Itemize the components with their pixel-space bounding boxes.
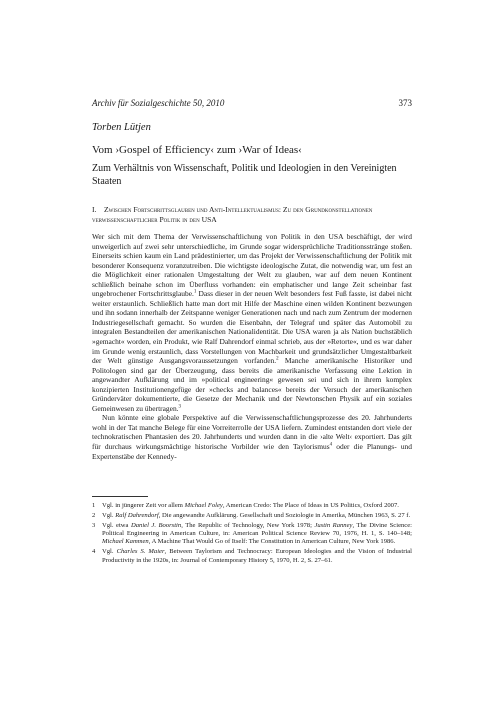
paragraph [92, 232, 412, 413]
paragraph [92, 413, 412, 461]
cited-author: Daniel J. Boorstin [130, 521, 182, 529]
paragraph-text: Dass dieser in der neuen Welt besonders fest Fuß fasste, ist dabei nicht weiter erstaunlich. Schließlich hatte man dort mit Hilfe der Maschine einen wilden Kontinent bezwungen und ihn sodann innerhalb der Zeitspanne weniger Generationen nach und nach zum Zentrum der modernen Industriegesellschaft gemacht. So wurden die Eisenbahn, der Telegraf und später das Automobil zu integralen Bestandteilen der amerikanischen Nationalidentität. Die USA waren ja als Nation buchstäblich »gemacht« worden, ein Produkt, wie Ralf Dahrendorf einmal schrieb, aus der »Retorte«, und es war daher im Grunde wenig erstaunlich, dass Vorstellungen von Machbarkeit und grundsätzlicher Umgestaltbarkeit der Welt günstige Ausgangsvoraussetzungen vorfanden. [92, 289, 412, 366]
running-head: Archiv für Sozialgeschichte 50, 2010 [92, 98, 225, 108]
footnote-ref[interactable]: 1 [193, 289, 197, 295]
footnote-ref[interactable]: 3 [178, 404, 182, 410]
section-number: I. [92, 205, 97, 214]
footnote-text: Vgl. in jüngerer Zeit vor allem Michael Foley, American Credo: The Place of Ideas in US Politics, Oxford 2007. [102, 502, 399, 509]
article-author: Torben Lütjen [92, 122, 151, 133]
footnote [92, 502, 412, 510]
page-number: 373 [398, 98, 412, 108]
footnote-number: 4 [92, 548, 96, 556]
footnote-number: 2 [92, 511, 96, 519]
paragraph-text: Manche amerikanische Historiker und Politologen sind gar der Überzeugung, dass bereits die amerikanische Verfassung eine Lektion in angewandter Aufklärung und im »political engineering« gewesen sei und sich in ihrem komplex konzipierten Institutionengefüge der »checks and balances« bereits der Versuch der amerikanischen Gründerväter dokumentierte, die Gesetze der Mechanik und der Newtonschen Physik auf ein soziales Gemeinwesen zu übertragen. [92, 356, 412, 413]
footnote-ref[interactable]: 4 [329, 442, 333, 448]
paragraph-text: Wer sich mit dem Thema der Verwissenschaftlichung von Politik in den USA beschäftigt, der wird unweigerlich auf zwei sehr unterschiedliche, im Grunde sogar widersprüchliche Traditionsstränge stoßen. Einerseits schien kaum ein Land prädestinierter, um das Projekt der Verwissenschaftlichung der Politik mit besonderer Konsequenz voranzutreiben. Die wichtigste ideologische Zutat, die notwendig war, um fest an die Möglichkeit einer rationalen Umgestaltung der Welt zu glauben, war auf dem neuen Kontinent schließlich beinahe schon im Überfluss vorhanden: ein emphatischer und lange Zeit scheinbar fast ungebrochener Fortschrittsglaube. [92, 232, 412, 299]
footnote [92, 548, 412, 565]
paragraph-text: Nun könnte eine globale Perspektive auf die Verwissenschaftlichungsprozesse des 20. Jahrhunderts wohl in der Tat manche Belege für eine Vorreiterrolle der USA liefern. Zumindest entstanden dort viele der technokratischen Phantasien des 20. Jahrhunderts und wurden dann in die ›alte Welt‹ exportiert. Das gilt für durchaus wirkungsmächtige historische Vorbilder wie den Taylorismus [92, 413, 412, 452]
paragraph-text: oder die Planungs- und Expertenstäbe der Kennedy- [92, 442, 412, 461]
footnote-number: 1 [92, 502, 96, 509]
section-title: Zwischen Fortschrittsglauben und Anti-Intellektualismus: Zu den Grundkonstellationen verwissenschaftlicher Politik in den USA [92, 205, 373, 224]
cited-author: Ralf Dahrendorf [115, 511, 159, 519]
cited-author: Charles S. Maier [116, 548, 165, 556]
footnote-text: Vgl. Charles S. Maier, Between Taylorism and Technocracy: European Ideologies and the Vision of Industrial Productivity in the 1920s, in: Journal of Contemporary History 5, 1970, H. 2, S. 27–61. [102, 548, 412, 564]
footnote-text: Vgl. etwa Daniel J. Boorstin, The Republic of Technology, New York 1978; Justin Ranney, The Divine Science: Political Engineering in American Culture, in: American Political Science Review 70, 1976, H. 1, S. 140–148; Michael Kammen, A Machine That Would Go of Itself: The Constitution in American Culture, New York 1986. [102, 521, 412, 546]
cited-author: Michael Foley [184, 502, 223, 509]
footnote-ref[interactable]: 2 [276, 356, 279, 362]
section-heading [92, 205, 412, 225]
footnote [92, 512, 412, 520]
footnote-divider [92, 496, 148, 497]
article-subtitle: Zum Verhältnis von Wissenschaft, Politik und Ideologien in den Vereinigten Staaten [92, 163, 397, 187]
footnotes [92, 502, 412, 566]
footnote [92, 522, 412, 547]
body-text [92, 232, 412, 461]
footnote-number: 3 [92, 521, 96, 529]
cited-author: Michael Kammen [102, 538, 149, 546]
cited-author: Justin Ranney [314, 521, 353, 529]
article-title: Vom ›Gospel of Efficiency‹ zum ›War of Ideas‹ [92, 144, 302, 156]
footnote-text: Vgl. Ralf Dahrendorf, Die angewandte Aufklärung. Gesellschaft und Soziologie in Amerika, München 1963, S. 27 f. [102, 511, 411, 519]
